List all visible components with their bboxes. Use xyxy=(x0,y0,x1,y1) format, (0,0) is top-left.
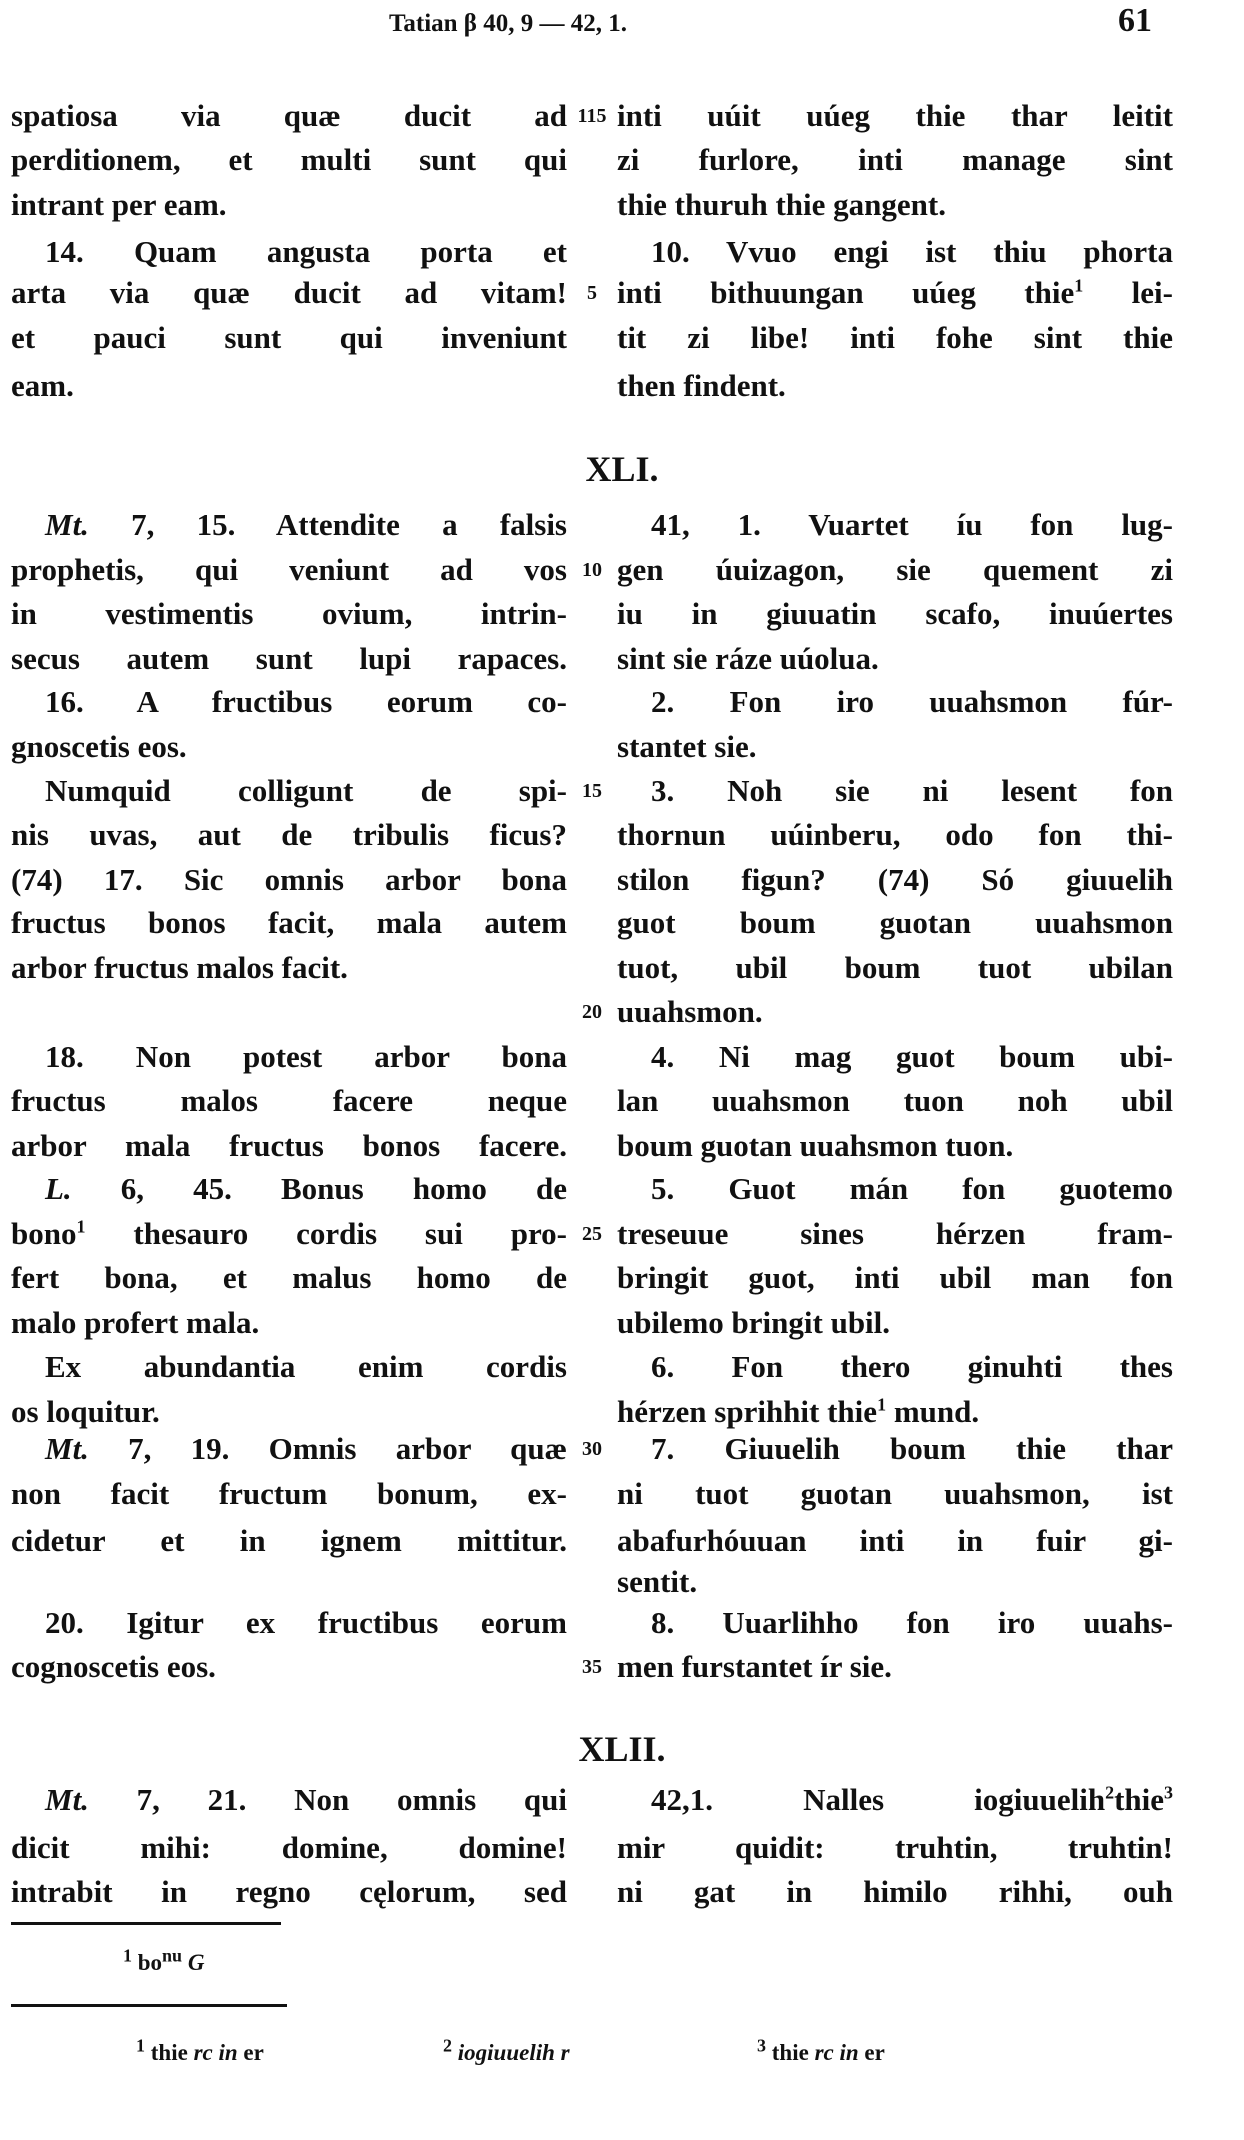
text-line xyxy=(0,1124,1244,1168)
footnote-marker: 3 xyxy=(1164,1782,1173,1803)
text-segment: thesauro cordis sui pro- xyxy=(85,1216,567,1251)
text-segment: mir quidit: truhtin, truhtin! xyxy=(617,1830,1173,1865)
text-segment: 2. Fon iro uuahsmon fúr- xyxy=(651,684,1173,719)
ohg-text xyxy=(617,1645,1173,1689)
text-line xyxy=(0,769,1244,813)
text-segment: intrabit in regno cęlorum, sed xyxy=(11,1874,567,1909)
text-segment: spatiosa via quæ ducit ad xyxy=(11,98,567,133)
ohg-text xyxy=(617,858,1173,902)
text-line xyxy=(0,230,1244,274)
text-line xyxy=(0,1212,1244,1256)
text-line xyxy=(0,1427,1244,1471)
text-line xyxy=(0,316,1244,360)
text-segment: sentit. xyxy=(617,1564,698,1599)
text-segment: Mt. xyxy=(45,1782,89,1817)
text-segment: 41, 1. Vuartet íu fon lug- xyxy=(651,507,1173,542)
text-segment: 20. Igitur ex fructibus eorum xyxy=(45,1605,567,1640)
line-number: 25 xyxy=(582,1223,602,1245)
page-number: 61 xyxy=(1118,2,1152,39)
text-line xyxy=(0,813,1244,857)
text-segment: nis uvas, aut de tribulis ficus? xyxy=(11,817,567,852)
text-line xyxy=(0,364,1244,408)
ohg-text xyxy=(617,1560,1173,1604)
ohg-text xyxy=(617,592,1173,636)
latin-text xyxy=(11,725,567,769)
text-line xyxy=(0,725,1244,769)
text-line xyxy=(0,946,1244,990)
text-segment: 8. Uuarlihho fon iro uuahs- xyxy=(651,1605,1173,1640)
text-line xyxy=(0,1778,1244,1822)
text-segment: bringit guot, inti ubil man fon xyxy=(617,1260,1173,1295)
latin-text xyxy=(11,503,567,547)
ohg-text xyxy=(617,1212,1173,1256)
footnote-rule-ohg xyxy=(11,2004,287,2007)
latin-text xyxy=(11,1645,567,1689)
latin-text xyxy=(11,183,567,227)
text-segment: cidetur et in ignem mittitur. xyxy=(11,1523,567,1558)
text-segment: inti bithuungan uúeg thie xyxy=(617,275,1075,310)
latin-text xyxy=(11,637,567,681)
text-segment: ni gat in himilo rihhi, ouh xyxy=(617,1874,1173,1909)
latin-text xyxy=(11,1301,567,1345)
ohg-text xyxy=(617,1124,1173,1168)
footnote-latin-1: $^1$ $bo^{nu}$ G xyxy=(123,1945,205,1975)
text-segment: inti uúit uúeg thie thar leitit xyxy=(617,98,1173,133)
running-title: Tatian β 40, 9 — 42, 1. xyxy=(389,10,627,37)
latin-text xyxy=(11,1826,567,1870)
text-segment: then findent. xyxy=(617,368,786,403)
text-segment: stantet sie. xyxy=(617,729,757,764)
text-segment: Mt. xyxy=(45,1431,89,1466)
footnote-ohg-1: $^1$ thie rc in er xyxy=(136,2035,264,2065)
text-segment: bono xyxy=(11,1216,77,1251)
latin-text xyxy=(11,548,567,592)
text-line xyxy=(0,1870,1244,1914)
text-line xyxy=(0,183,1244,227)
text-segment: secus autem sunt lupi rapaces. xyxy=(11,641,567,676)
text-segment: tit zi libe! inti fohe sint thie xyxy=(617,320,1173,355)
latin-text xyxy=(11,1472,567,1516)
text-line xyxy=(0,1256,1244,1300)
text-segment: mund. xyxy=(886,1394,980,1429)
text-segment: 6, 45. Bonus homo de xyxy=(71,1171,567,1206)
text-segment: in vestimentis ovium, intrin- xyxy=(11,596,567,631)
text-segment: iu in giuuatin scafo, inuúertes xyxy=(617,596,1173,631)
text-line xyxy=(0,637,1244,681)
section-heading-xli: XLI. xyxy=(585,449,659,489)
latin-text xyxy=(11,1870,567,1914)
text-segment: tuot, ubil boum tuot ubilan xyxy=(617,950,1173,985)
text-line xyxy=(0,94,1244,138)
text-segment: Numquid colligunt de spi- xyxy=(45,773,567,808)
latin-text xyxy=(11,1124,567,1168)
text-segment: abafurhóuuan inti in fuir gi- xyxy=(617,1523,1173,1558)
text-segment: Mt. xyxy=(45,507,89,542)
section-heading-xlii: XLII. xyxy=(578,1729,666,1769)
text-segment: 16. A fructibus eorum co- xyxy=(45,684,567,719)
text-line xyxy=(0,1560,1244,1604)
ohg-text xyxy=(617,503,1173,547)
ohg-text xyxy=(617,990,1173,1034)
latin-text xyxy=(11,1778,567,1822)
ohg-text xyxy=(617,271,1173,315)
text-line xyxy=(0,271,1244,315)
latin-text xyxy=(11,901,567,945)
ohg-text xyxy=(617,1256,1173,1300)
ohg-text xyxy=(617,1778,1173,1822)
line-number: 115 xyxy=(577,105,607,127)
latin-text xyxy=(11,813,567,857)
text-segment: prophetis, qui veniunt ad vos xyxy=(11,552,567,587)
text-line xyxy=(0,1826,1244,1870)
text-segment: 7. Giuuelih boum thie thar xyxy=(651,1431,1173,1466)
ohg-text xyxy=(617,946,1173,990)
ohg-text xyxy=(617,138,1173,182)
text-segment: treseuue sines hérzen fram- xyxy=(617,1216,1173,1251)
text-line xyxy=(0,1345,1244,1389)
footnote-rule-latin xyxy=(11,1922,281,1925)
text-segment: 4. Ni mag guot boum ubi- xyxy=(651,1039,1173,1074)
text-segment: guot boum guotan uuahsmon xyxy=(617,905,1173,940)
text-segment: 7, 15. Attendite a falsis xyxy=(88,507,567,542)
latin-text xyxy=(11,592,567,636)
latin-text xyxy=(11,316,567,360)
text-segment: L. xyxy=(45,1171,72,1206)
text-segment: intrant per eam. xyxy=(11,187,227,222)
ohg-text xyxy=(617,94,1173,138)
latin-text xyxy=(11,271,567,315)
ohg-text xyxy=(617,230,1173,274)
ohg-text xyxy=(617,316,1173,360)
text-segment: thornun uúinberu, odo fon thi- xyxy=(617,817,1173,852)
latin-text xyxy=(11,1519,567,1563)
text-segment: non facit fructum bonum, ex- xyxy=(11,1476,567,1511)
text-segment: malo profert mala. xyxy=(11,1305,260,1340)
text-segment: 5. Guot mán fon guotemo xyxy=(651,1171,1173,1206)
footnote-marker: 1 xyxy=(877,1394,887,1415)
ohg-text xyxy=(617,769,1173,813)
text-segment: 3. Noh sie ni lesent fon xyxy=(651,773,1173,808)
line-number: 30 xyxy=(582,1438,602,1460)
text-line xyxy=(0,858,1244,902)
ohg-text xyxy=(617,1035,1173,1079)
text-line xyxy=(0,990,1244,1034)
ohg-text xyxy=(617,548,1173,592)
footnote-marker: 2 xyxy=(1105,1782,1115,1803)
latin-text xyxy=(11,1601,567,1645)
footnote-marker: 1 xyxy=(76,1216,86,1237)
text-segment: 10. Vvuo engi ist thiu phorta xyxy=(651,234,1173,269)
text-segment: thie thuruh thie gangent. xyxy=(617,187,946,222)
text-segment: gnoscetis eos. xyxy=(11,729,187,764)
text-segment: fructus bonos facit, mala autem xyxy=(11,905,567,940)
text-segment: thie xyxy=(1114,1782,1164,1817)
text-segment: stilon figun? (74) Só giuuelih xyxy=(617,862,1173,897)
text-segment: Ex abundantia enim cordis xyxy=(45,1349,567,1384)
ohg-text xyxy=(617,637,1173,681)
ohg-text xyxy=(617,725,1173,769)
text-line xyxy=(0,1601,1244,1645)
text-line xyxy=(0,548,1244,592)
text-segment: (74) 17. Sic omnis arbor bona xyxy=(11,862,567,897)
text-segment: lei- xyxy=(1083,275,1173,310)
text-segment: zi furlore, inti manage sint xyxy=(617,142,1173,177)
text-segment: hérzen sprihhit thie xyxy=(617,1394,878,1429)
text-segment: perditionem, et multi sunt qui xyxy=(11,142,567,177)
footnote-marker: 1 xyxy=(1074,275,1084,296)
latin-text xyxy=(11,1212,567,1256)
footnote-ohg-2: $^2$ iogiuuelih r xyxy=(443,2035,570,2065)
text-segment: 7, 21. Non omnis qui xyxy=(88,1782,567,1817)
text-segment: dicit mihi: domine, domine! xyxy=(11,1830,567,1865)
text-line xyxy=(0,680,1244,724)
text-segment: fructus malos facere neque xyxy=(11,1083,567,1118)
text-segment: sint sie ráze uúolua. xyxy=(617,641,879,676)
text-segment: men furstantet ír sie. xyxy=(617,1649,892,1684)
ohg-text xyxy=(617,1301,1173,1345)
line-number: 10 xyxy=(582,559,602,581)
text-segment: os loquitur. xyxy=(11,1394,160,1429)
text-segment: uuahsmon. xyxy=(617,994,763,1029)
text-line xyxy=(0,1167,1244,1211)
latin-text xyxy=(11,946,567,990)
text-line xyxy=(0,1035,1244,1079)
latin-text xyxy=(11,94,567,138)
text-line xyxy=(0,503,1244,547)
text-segment: cognoscetis eos. xyxy=(11,1649,216,1684)
text-segment: 6. Fon thero ginuhti thes xyxy=(651,1349,1173,1384)
text-segment: eam. xyxy=(11,368,74,403)
latin-text xyxy=(11,1167,567,1211)
text-segment: 42,1. Nalles iogiuuelih xyxy=(651,1782,1106,1817)
text-segment: boum guotan uuahsmon tuon. xyxy=(617,1128,1014,1163)
line-number: 15 xyxy=(582,780,602,802)
latin-text xyxy=(11,1345,567,1389)
latin-text xyxy=(11,230,567,274)
text-line xyxy=(0,1079,1244,1123)
text-line xyxy=(0,1301,1244,1345)
text-segment: et pauci sunt qui inveniunt xyxy=(11,320,567,355)
latin-text xyxy=(11,680,567,724)
line-number: 35 xyxy=(582,1656,602,1678)
footnote-ohg-3: $^3$ thie rc in er xyxy=(757,2035,885,2065)
ohg-text xyxy=(617,1870,1173,1914)
latin-text xyxy=(11,138,567,182)
text-segment: 14. Quam angusta porta et xyxy=(45,234,567,269)
latin-text xyxy=(11,858,567,902)
line-number: 20 xyxy=(582,1001,602,1023)
latin-text xyxy=(11,1079,567,1123)
text-line xyxy=(0,1645,1244,1689)
text-segment: arta via quæ ducit ad vitam! xyxy=(11,275,567,310)
ohg-text xyxy=(617,680,1173,724)
latin-text xyxy=(11,1256,567,1300)
text-line xyxy=(0,138,1244,182)
line-number: 5 xyxy=(587,282,597,304)
ohg-text xyxy=(617,1519,1173,1563)
text-segment: 7, 19. Omnis arbor quæ xyxy=(88,1431,567,1466)
ohg-text xyxy=(617,1079,1173,1123)
text-segment: ubilemo bringit ubil. xyxy=(617,1305,891,1340)
ohg-text xyxy=(617,1472,1173,1516)
text-segment: gen úuizagon, sie quement zi xyxy=(617,552,1173,587)
text-line xyxy=(0,592,1244,636)
ohg-text xyxy=(617,901,1173,945)
ohg-text xyxy=(617,1601,1173,1645)
text-line xyxy=(0,1519,1244,1563)
ohg-text xyxy=(617,1167,1173,1211)
latin-text xyxy=(11,364,567,408)
text-segment: arbor fructus malos facit. xyxy=(11,950,348,985)
ohg-text xyxy=(617,364,1173,408)
text-segment: 18. Non potest arbor bona xyxy=(45,1039,567,1074)
latin-text xyxy=(11,1427,567,1471)
ohg-text xyxy=(617,1826,1173,1870)
text-segment: lan uuahsmon tuon noh ubil xyxy=(617,1083,1173,1118)
text-segment: ni tuot guotan uuahsmon, ist xyxy=(617,1476,1173,1511)
ohg-text xyxy=(617,183,1173,227)
ohg-text xyxy=(617,1345,1173,1389)
text-segment: arbor mala fructus bonos facere. xyxy=(11,1128,567,1163)
latin-text xyxy=(11,769,567,813)
text-line xyxy=(0,901,1244,945)
ohg-text xyxy=(617,1427,1173,1471)
text-line xyxy=(0,1472,1244,1516)
ohg-text xyxy=(617,813,1173,857)
text-segment: fert bona, et malus homo de xyxy=(11,1260,567,1295)
latin-text xyxy=(11,1035,567,1079)
